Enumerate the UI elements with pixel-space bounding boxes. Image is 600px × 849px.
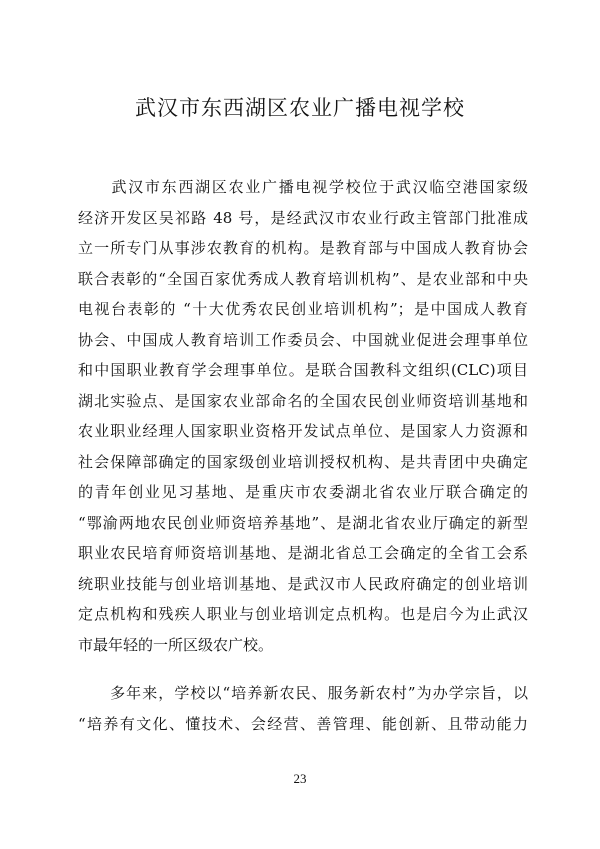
paragraph-line: 和中国职业教育学会理事单位。是联合国教科文组织(CLC)项目 xyxy=(78,361,528,379)
paragraph-line: 经济开发区吴祁路 48 号，是经武汉市农业行政主管部门批准成 xyxy=(78,208,528,227)
paragraph-line: 定点机构和残疾人职业与创业培训定点机构。也是启今为止武汉 xyxy=(78,605,528,623)
paragraph-line: 电视台表彰的 “十大优秀农民创业培训机构”；是中国成人教育 xyxy=(78,300,528,318)
paragraph-line: 湖北实验点、是国家农业部命名的全国农民创业师资培训基地和 xyxy=(78,391,528,410)
page-title: 武汉市东西湖区农业广播电视学校 xyxy=(135,96,465,120)
paragraph-line: 多年来，学校以“培养新农民、服务新农村”为办学宗旨，以 xyxy=(78,684,528,702)
paragraph-line: 联合表彰的“全国百家优秀成人教育培训机构”、是农业部和中央 xyxy=(78,269,528,288)
paragraph-line: 协会、中国成人教育培训工作委员会、中国就业促进会理事单位 xyxy=(78,330,528,349)
page-number: 23 xyxy=(293,771,307,786)
paragraph-line: 的青年创业见习基地、是重庆市农委湖北省农业厅联合确定的 xyxy=(78,483,528,501)
paragraph-line: 武汉市东西湖区农业广播电视学校位于武汉临空港国家级 xyxy=(78,178,528,196)
paragraph-1 xyxy=(78,172,528,660)
paragraph-line: “鄂渝两地农民创业师资培养基地”、是湖北省农业厅确定的新型 xyxy=(78,513,528,532)
paragraph-line: 立一所专门从事涉农教育的机构。是教育部与中国成人教育协会 xyxy=(78,239,528,257)
paragraph-line: “培养有文化、懂技术、会经营、善管理、能创新、且带动能力 xyxy=(78,714,528,733)
paragraph-line: 市最年轻的一所区级农广校。 xyxy=(78,635,274,654)
paragraph-line: 统职业技能与创业培训基地、是武汉市人民政府确定的创业培训 xyxy=(78,574,528,593)
paragraph-line: 职业农民培育师资培训基地、是湖北省总工会确定的全省工会系 xyxy=(78,544,528,562)
paragraph-line: 社会保障部确定的国家级创业培训授权机构、是共青团中央确定 xyxy=(78,452,528,471)
paragraph-line: 农业职业经理人国家职业资格开发试点单位、是国家人力资源和 xyxy=(78,422,528,440)
paragraph-2 xyxy=(78,678,528,739)
